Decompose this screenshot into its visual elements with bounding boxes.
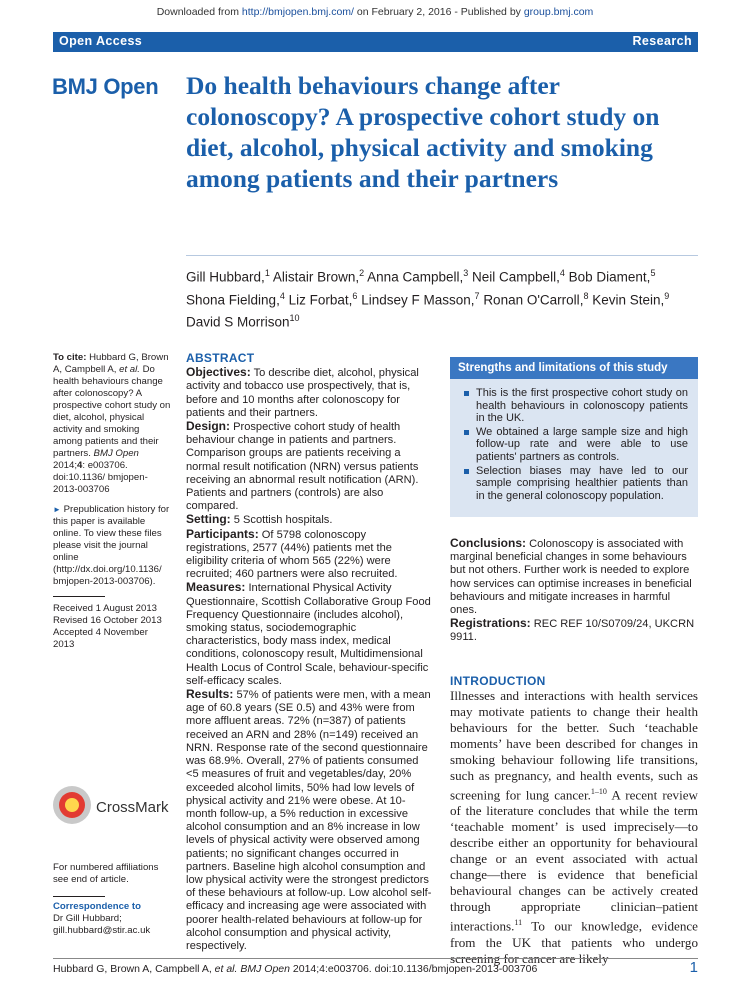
revised-date: Revised 16 October 2013 [53,615,162,626]
square-bullet-icon [464,430,469,435]
introduction-heading: INTRODUCTION [450,674,546,688]
abstract-conclusions: Conclusions: Colonoscopy is associated with marginal beneficial changes in some behaviours but not others. Further work is needed to explore how services can optimise increases in beneficial behaviours and mitigate increases in harmful ones. Registrations: REC REF 10/S0709/24, UKCRN 9911. [450,537,698,645]
list-item: We obtained a large sample size and high follow-up rate and were able to use patients' partners as controls. [464,426,688,464]
research-label: Research [632,34,692,48]
abstract-setting: Setting: 5 Scottish hospitals. [186,512,333,527]
group-bmj-link[interactable]: group.bmj.com [523,6,594,18]
abstract-design: Design: Prospective cohort study of health behaviour change in patients and partners. Comparison groups are patients receiving a normal result notification (NRN) versus patients receiving an abnormal result notification (ARN). Patients and partners (controls) are also compared. [186,419,419,513]
citation-block: To cite: Hubbard G, Brown A, Campbell A, et al. Do health behaviours change after colonoscopy? A prospective cohort study on diet, alcohol, physical activity and smoking among patients and their partners. BMJ Open 2014;4: e003706. doi:10.1136/ bmjopen-2013-003706 [53,352,171,495]
bmjopen-link[interactable]: http://bmjopen.bmj.com/ [241,6,354,18]
introduction-body: Illnesses and interactions with health services may motivate patients to change their health behaviours for the better. Such ‘teachable moments’ have been described for changes in smoking behaviour following life transitions, such as pregnancy, and health events, such as screening for lung cancer.$^{1-10}$ A recent review of the literature concludes that while the term ‘teachable moment’ is used imprecisely—to describe either an opportunity for behavioural change or an event associated with actual change—there is evidence that beneficial behavioural changes can be actively created through appropriate clinician–patient interactions.$^{11}$ To our knowledge, evidence from the UK that patients who undergo screening for cancer are likely [450,688,698,966]
strengths-heading: Strengths and limitations of this study [450,357,698,379]
square-bullet-icon [464,469,469,474]
list-item: This is the first prospective cohort study on health behaviours in colonoscopy patients in the UK. [464,387,688,425]
correspondence-block: Correspondence to Dr Gill Hubbard; gill.hubbard@stir.ac.uk [53,896,171,937]
footer-divider [53,958,698,959]
footer-citation: Hubbard G, Brown A, Campbell A, et al. BMJ Open 2014;4:e003706. doi:10.1136/bmjopen-2013-003706 [53,963,538,975]
open-access-label: Open Access [59,34,143,48]
page-number: 1 [689,959,698,976]
square-bullet-icon [464,391,469,396]
triangle-bullet-icon: ► [53,505,61,514]
correspondence-email[interactable]: gill.hubbard@stir.ac.uk [53,925,151,936]
sidebar-divider [53,596,105,597]
abstract-registrations: Registrations: REC REF 10/S0709/24, UKCRN 9911. [450,616,695,644]
section-banner [53,32,698,52]
received-date: Received 1 August 2013 [53,603,158,614]
crossmark-badge[interactable]: CrossMark [53,786,173,826]
abstract-measures: Measures: International Physical Activity Questionnaire, Scottish Collaborative Group Food Frequency Questionnaire (includes alcohol), smoking status, sociodemographic characteristics, body mass index, medical conditions, colonoscopy result, Multidimensional Health Locus of Control Scale, behaviour-specific self-efficacy scales. [186,580,431,687]
abstract-participants: Participants: Of 5798 colonoscopy registrations, 2577 (44%) patients met the eligibility criteria of whom 565 (22%) were recruited; 460 partners were also recruited. [186,526,398,581]
download-notice: Downloaded from http://bmjopen.bmj.com/ on February 2, 2016 - Published by group.bmj.com [156,6,594,18]
abstract-heading: ABSTRACT [186,351,255,365]
strengths-limitations-box [450,357,698,517]
affiliations-note: For numbered affiliations see end of article. [53,862,159,885]
abstract [186,352,432,953]
accepted-date: Accepted 4 November 2013 [53,627,148,650]
abstract-results: Results: 57% of patients were men, with a mean age of 60.8 years (SE 0.5) and 43% were from more affluent areas. 72% (n=387) of patients received an ARN and 28% (n=149) received an NRN. Response rate of the second questionnaire was 68.9%. Overall, 27% of patients consumed <5 measures of fruit and vegetables/day, 20% exceeded alcohol limits, 50% had low levels of physical activity and 21% were obese. At 10-month follow-up, a 5% reduction in excessive alcohol consumption and an 8% increase in low levels of physical activity were observed among patients; no significant changes occurred in partners. Baseline high alcohol consumption and low physical activity were the strongest predictors of these behaviours at follow-up. Low alcohol self-efficacy and increasing age were associated with poorer health-related behaviours at follow-up for alcohol consumption and physical activity, respectively. [186,687,432,952]
bmj-open-logo: BMJ Open [52,74,159,99]
author-list: Gill Hubbard,$^1$ Alistair Brown,$^2$ Anna Campbell,$^3$ Neil Campbell,$^4$ Bob Diament,$^5$ Shona Fielding,$^4$ Liz Forbat,$^6$ Lindsey F Masson,$^7$ Ronan O'Carroll,$^8$ Kevin Stein,$^9$ David S Morrison$^{10}$ [186,268,670,330]
list-item: Selection biases may have led to our sample comprising healthier patients than in the general colonoscopy population. [464,465,688,503]
crossmark-icon [53,786,91,824]
article-title: Do health behaviours change after colonoscopy? A prospective cohort study on diet, alcohol, physical activity and smoking among patients and their partners [186,71,660,193]
article-sidebar [53,352,171,651]
title-divider [186,255,698,256]
abstract-objectives: Objectives: To describe diet, alcohol, physical activity and tobacco use prospectively, that is, before and 10 months after colonoscopy for patients and their partners. [186,365,419,419]
prepublication-note: ► Prepublication history for this paper is available online. To view these files please visit the journal online (http://dx.doi.org/10.1136/ bmjopen-2013-003706). [53,504,170,587]
